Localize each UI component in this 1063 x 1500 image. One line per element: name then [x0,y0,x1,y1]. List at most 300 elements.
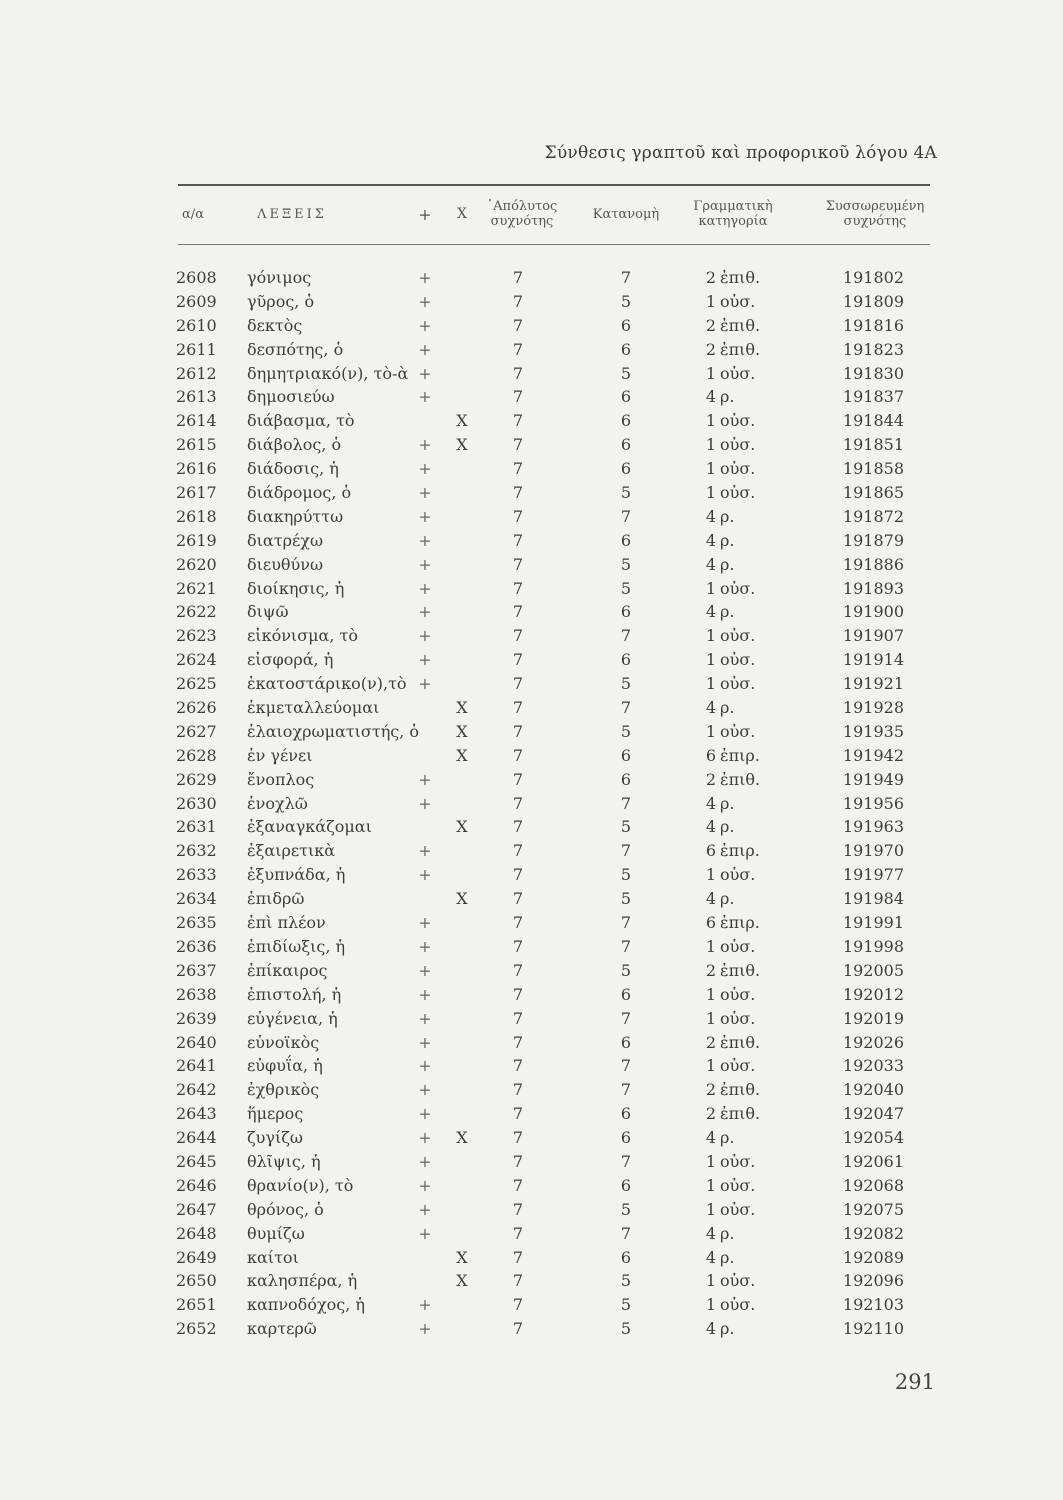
row-number: 2626 [176,698,217,718]
grammatical-category: ἐπιρ. [720,745,760,765]
absolute-frequency: 7 [512,1223,524,1243]
word: καίτοι [247,1247,299,1267]
absolute-frequency: 7 [512,1199,524,1219]
header-absolute-frequency-line2: συχνότης [490,214,554,229]
grammatical-category: οὐσ. [720,936,756,956]
word: ἐχθρικὸς [247,1080,320,1100]
header-absolute-frequency-line1: ᾽Απόλυτος [486,199,558,214]
table-row [0,1222,1063,1246]
grammatical-category: οὐσ. [720,1008,756,1028]
plus-mark: + [418,1175,432,1195]
word: ἐξαιρετικὰ [247,841,336,861]
word: ἔνοπλος [247,769,315,789]
absolute-frequency: 7 [512,1104,524,1124]
table-row [0,1293,1063,1317]
cumulative-frequency: 191907 [842,626,904,646]
cumulative-frequency: 191865 [842,483,904,503]
cumulative-frequency: 192089 [842,1247,904,1267]
word: καλησπέρα, ἡ [247,1271,358,1291]
absolute-frequency: 7 [512,1032,524,1052]
table-row [0,1126,1063,1150]
plus-mark: + [418,841,432,861]
plus-mark: + [418,339,432,359]
cumulative-frequency: 191816 [842,315,904,335]
cumulative-frequency: 192103 [842,1295,904,1315]
header-grammatical-category [688,199,778,229]
table-row [0,863,1063,887]
row-number: 2625 [176,674,217,694]
distribution: 6 [620,530,632,550]
plus-mark: + [418,960,432,980]
grammatical-code: 1 [705,1295,716,1315]
word: ἐπιδίωξις, ἡ [247,936,346,956]
row-number: 2613 [176,387,217,407]
absolute-frequency: 7 [512,1056,524,1076]
grammatical-code: 1 [705,1151,716,1171]
x-mark: Χ [456,745,468,765]
table-row [0,385,1063,409]
grammatical-code: 2 [705,315,716,335]
cumulative-frequency: 191844 [842,411,904,431]
absolute-frequency: 7 [512,578,524,598]
distribution: 7 [620,793,632,813]
word: ἐλαιοχρωματιστής, ὁ [247,721,420,741]
grammatical-code: 1 [705,459,716,479]
header-cumulative-frequency-line2: συχνότης [843,214,907,229]
row-number: 2645 [176,1151,217,1171]
table-row [0,481,1063,505]
table-row [0,1031,1063,1055]
grammatical-category: ἐπιθ. [720,268,761,287]
cumulative-frequency: 192075 [842,1199,904,1219]
table-row [0,696,1063,720]
cumulative-frequency: 191956 [842,793,904,813]
word: δημητριακό(ν), τὸ-ὰ [247,363,409,383]
word: ἐπίκαιρος [247,960,328,980]
cumulative-frequency: 191851 [842,435,904,455]
grammatical-category: ἐπιθ. [720,1080,761,1100]
absolute-frequency: 7 [512,841,524,861]
distribution: 5 [620,291,632,311]
row-number: 2632 [176,841,217,861]
cumulative-frequency: 191858 [842,459,904,479]
x-mark: Χ [456,1247,468,1267]
word: θρανίο(ν), τὸ [247,1175,354,1195]
distribution: 5 [620,889,632,909]
cumulative-frequency: 191893 [842,578,904,598]
word: διευθύνω [247,554,324,574]
distribution: 5 [620,960,632,980]
word: διάβολος, ὁ [247,435,342,455]
row-number: 2642 [176,1080,217,1100]
word: καπνοδόχος, ἡ [247,1295,365,1315]
cumulative-frequency: 192068 [842,1175,904,1195]
distribution: 7 [620,1151,632,1171]
grammatical-category: ρ. [720,698,735,718]
row-number: 2614 [176,411,217,431]
table-row [0,720,1063,744]
distribution: 5 [620,483,632,503]
table-row [0,409,1063,433]
row-number: 2644 [176,1128,217,1148]
grammatical-category: οὐσ. [720,578,756,598]
word: εὐγένεια, ἡ [247,1008,338,1028]
distribution: 5 [620,1295,632,1315]
cumulative-frequency: 191977 [842,865,904,885]
grammatical-category: ἐπιρ. [720,841,760,861]
page-number: 291 [894,1370,935,1394]
x-mark: Χ [456,721,468,741]
plus-mark: + [418,913,432,933]
distribution: 5 [620,1199,632,1219]
table-row [0,433,1063,457]
word: γῦρος, ὁ [247,291,315,311]
table-row [0,1102,1063,1126]
x-mark: Χ [456,817,468,837]
grammatical-category: ρ. [720,1247,735,1267]
plus-mark: + [418,1008,432,1028]
row-number: 2648 [176,1223,217,1243]
distribution: 6 [620,315,632,335]
distribution: 6 [620,602,632,622]
row-number: 2631 [176,817,217,837]
grammatical-category: οὐσ. [720,674,756,694]
row-number: 2611 [176,339,217,359]
grammatical-category: οὐσ. [720,291,756,311]
grammatical-code: 2 [705,769,716,789]
table-header-rule [178,244,930,245]
absolute-frequency: 7 [512,1008,524,1028]
header-grammatical-category-line2: κατηγορία [698,214,768,229]
grammatical-category: οὐσ. [720,626,756,646]
row-number: 2616 [176,459,217,479]
absolute-frequency: 7 [512,674,524,694]
row-number: 2649 [176,1247,217,1267]
word: ζυγίζω [247,1128,303,1148]
row-number: 2647 [176,1199,217,1219]
grammatical-code: 1 [705,483,716,503]
plus-mark: + [418,936,432,956]
grammatical-code: 1 [705,1199,716,1219]
distribution: 5 [620,817,632,837]
absolute-frequency: 7 [512,554,524,574]
table-row [0,624,1063,648]
grammatical-category: ρ. [720,387,735,407]
word: εὐφυΐα, ἡ [247,1056,323,1076]
absolute-frequency: 7 [512,1247,524,1267]
cumulative-frequency: 191998 [842,936,904,956]
grammatical-category: οὐσ. [720,483,756,503]
table-row [0,553,1063,577]
table-row [0,1317,1063,1341]
grammatical-category: ἐπιρ. [720,913,760,933]
distribution: 5 [620,721,632,741]
table-row [0,792,1063,816]
row-number: 2643 [176,1104,217,1124]
grammatical-category: ρ. [720,602,735,622]
absolute-frequency: 7 [512,459,524,479]
grammatical-code: 4 [705,698,716,718]
word: θυμίζω [247,1223,305,1243]
row-number: 2610 [176,315,217,335]
grammatical-category: οὐσ. [720,1056,756,1076]
plus-mark: + [418,1080,432,1100]
grammatical-code: 1 [705,721,716,741]
word: θρόνος, ὁ [247,1199,324,1219]
absolute-frequency: 7 [512,1128,524,1148]
grammatical-category: ρ. [720,1319,735,1339]
word: ἑκατοστάρικο(ν),τὸ [247,674,407,694]
grammatical-code: 4 [705,1128,716,1148]
plus-mark: + [418,984,432,1004]
word: εἰκόνισμα, τὸ [247,626,358,646]
grammatical-category: ἐπιθ. [720,315,761,335]
plus-mark: + [418,1199,432,1219]
grammatical-code: 4 [705,1247,716,1267]
distribution: 6 [620,1175,632,1195]
cumulative-frequency: 191963 [842,817,904,837]
table-row [0,338,1063,362]
grammatical-code: 1 [705,1056,716,1076]
grammatical-code: 1 [705,626,716,646]
table-top-rule [178,184,930,186]
word: ἐν γένει [247,745,313,765]
word: διάβασμα, τὸ [247,411,355,431]
grammatical-code: 1 [705,411,716,431]
absolute-frequency: 7 [512,698,524,718]
grammatical-code: 1 [705,291,716,311]
grammatical-code: 4 [705,506,716,526]
cumulative-frequency: 192019 [842,1008,904,1028]
grammatical-category: ρ. [720,1223,735,1243]
word: εὐνοϊκὸς [247,1032,320,1052]
table-row [0,911,1063,935]
distribution: 6 [620,769,632,789]
word: ἐκμεταλλεύομαι [247,698,380,718]
absolute-frequency: 7 [512,865,524,885]
plus-mark: + [418,315,432,335]
table-row [0,1007,1063,1031]
grammatical-category: ρ. [720,1128,735,1148]
table-row [0,744,1063,768]
plus-mark: + [418,459,432,479]
absolute-frequency: 7 [512,291,524,311]
grammatical-code: 6 [705,913,716,933]
absolute-frequency: 7 [512,339,524,359]
distribution: 7 [620,1056,632,1076]
grammatical-code: 1 [705,1271,716,1291]
row-number: 2636 [176,936,217,956]
distribution: 7 [620,506,632,526]
distribution: 7 [620,1223,632,1243]
word: ἐξαναγκάζομαι [247,817,372,837]
absolute-frequency: 7 [512,1151,524,1171]
grammatical-category: ρ. [720,530,735,550]
row-number: 2619 [176,530,217,550]
grammatical-category: ἐπιθ. [720,1032,761,1052]
header-katanomi: Κατανομὴ [592,207,660,222]
x-mark: Χ [456,889,468,909]
grammatical-code: 2 [705,1080,716,1100]
plus-mark: + [418,435,432,455]
absolute-frequency: 7 [512,411,524,431]
x-mark: Χ [456,1271,468,1291]
distribution: 7 [620,268,632,287]
row-number: 2641 [176,1056,217,1076]
grammatical-category: ρ. [720,889,735,909]
distribution: 6 [620,745,632,765]
word: διάδρομος, ὁ [247,483,352,503]
absolute-frequency: 7 [512,1295,524,1315]
cumulative-frequency: 192012 [842,984,904,1004]
grammatical-category: οὐσ. [720,650,756,670]
row-number: 2651 [176,1295,217,1315]
absolute-frequency: 7 [512,960,524,980]
absolute-frequency: 7 [512,889,524,909]
grammatical-code: 2 [705,339,716,359]
word: διάδοσις, ἡ [247,459,339,479]
header-absolute-frequency [482,199,562,229]
grammatical-code: 4 [705,1319,716,1339]
table-row [0,505,1063,529]
word: εἰσφορά, ἡ [247,650,334,670]
table-row [0,672,1063,696]
x-mark: Χ [456,1128,468,1148]
table-row [0,887,1063,911]
plus-mark: + [418,387,432,407]
row-number: 2622 [176,602,217,622]
row-number: 2638 [176,984,217,1004]
word: δεκτὸς [247,315,303,335]
grammatical-category: οὐσ. [720,865,756,885]
grammatical-category: ρ. [720,817,735,837]
table-row [0,839,1063,863]
cumulative-frequency: 191830 [842,363,904,383]
plus-mark: + [418,291,432,311]
cumulative-frequency: 191879 [842,530,904,550]
grammatical-code: 2 [705,960,716,980]
absolute-frequency: 7 [512,745,524,765]
row-number: 2620 [176,554,217,574]
absolute-frequency: 7 [512,530,524,550]
grammatical-category: ρ. [720,506,735,526]
grammatical-code: 1 [705,936,716,956]
row-number: 2630 [176,793,217,813]
grammatical-category: οὐσ. [720,984,756,1004]
absolute-frequency: 7 [512,1080,524,1100]
table-row [0,815,1063,839]
absolute-frequency: 7 [512,315,524,335]
cumulative-frequency: 191837 [842,387,904,407]
absolute-frequency: 7 [512,936,524,956]
cumulative-frequency: 192096 [842,1271,904,1291]
row-number: 2652 [176,1319,217,1339]
distribution: 6 [620,1128,632,1148]
row-number: 2623 [176,626,217,646]
word: δεσπότης, ὁ [247,339,344,359]
cumulative-frequency: 191872 [842,506,904,526]
grammatical-code: 6 [705,841,716,861]
grammatical-code: 1 [705,578,716,598]
absolute-frequency: 7 [512,483,524,503]
distribution: 7 [620,841,632,861]
distribution: 5 [620,363,632,383]
grammatical-category: ἐπιθ. [720,1104,761,1124]
row-number: 2628 [176,745,217,765]
grammatical-code: 1 [705,1008,716,1028]
table-row [0,1246,1063,1270]
word: καρτερῶ [247,1319,317,1339]
row-number: 2629 [176,769,217,789]
cumulative-frequency: 192033 [842,1056,904,1076]
word: δημοσιεύω [247,387,335,407]
absolute-frequency: 7 [512,650,524,670]
plus-mark: + [418,530,432,550]
row-number: 2635 [176,913,217,933]
cumulative-frequency: 192047 [842,1104,904,1124]
cumulative-frequency: 191949 [842,769,904,789]
distribution: 6 [620,1104,632,1124]
word: ἐπιστολή, ἡ [247,984,342,1004]
word: διατρέχω [247,530,323,550]
word: διοίκησις, ἡ [247,578,345,598]
cumulative-frequency: 191935 [842,721,904,741]
plus-mark: + [418,363,432,383]
word: ἐξυπνάδα, ἡ [247,865,346,885]
cumulative-frequency: 191809 [842,291,904,311]
row-number: 2612 [176,363,217,383]
table-row [0,648,1063,672]
distribution: 5 [620,1319,632,1339]
plus-mark: + [418,674,432,694]
grammatical-code: 2 [705,1032,716,1052]
distribution: 6 [620,339,632,359]
grammatical-code: 1 [705,363,716,383]
grammatical-category: ἐπιθ. [720,339,761,359]
grammatical-code: 4 [705,530,716,550]
row-number: 2618 [176,506,217,526]
absolute-frequency: 7 [512,602,524,622]
table-row [0,1269,1063,1293]
row-number: 2633 [176,865,217,885]
row-number: 2646 [176,1175,217,1195]
grammatical-code: 6 [705,745,716,765]
grammatical-category: ρ. [720,793,735,813]
distribution: 6 [620,984,632,1004]
distribution: 6 [620,411,632,431]
grammatical-code: 4 [705,602,716,622]
header-cumulative-frequency [820,199,930,229]
absolute-frequency: 7 [512,387,524,407]
header-x: Χ [457,206,467,222]
x-mark: Χ [456,411,468,431]
distribution: 5 [620,674,632,694]
row-number: 2624 [176,650,217,670]
cumulative-frequency: 191942 [842,745,904,765]
row-number: 2634 [176,889,217,909]
absolute-frequency: 7 [512,793,524,813]
grammatical-category: οὐσ. [720,363,756,383]
word: θλῖψις, ἡ [247,1151,321,1171]
row-number: 2608 [176,268,217,287]
grammatical-code: 4 [705,387,716,407]
cumulative-frequency: 192061 [842,1151,904,1171]
word: διψῶ [247,602,289,622]
row-number: 2609 [176,291,217,311]
grammatical-category: οὐσ. [720,1151,756,1171]
distribution: 5 [620,554,632,574]
plus-mark: + [418,650,432,670]
